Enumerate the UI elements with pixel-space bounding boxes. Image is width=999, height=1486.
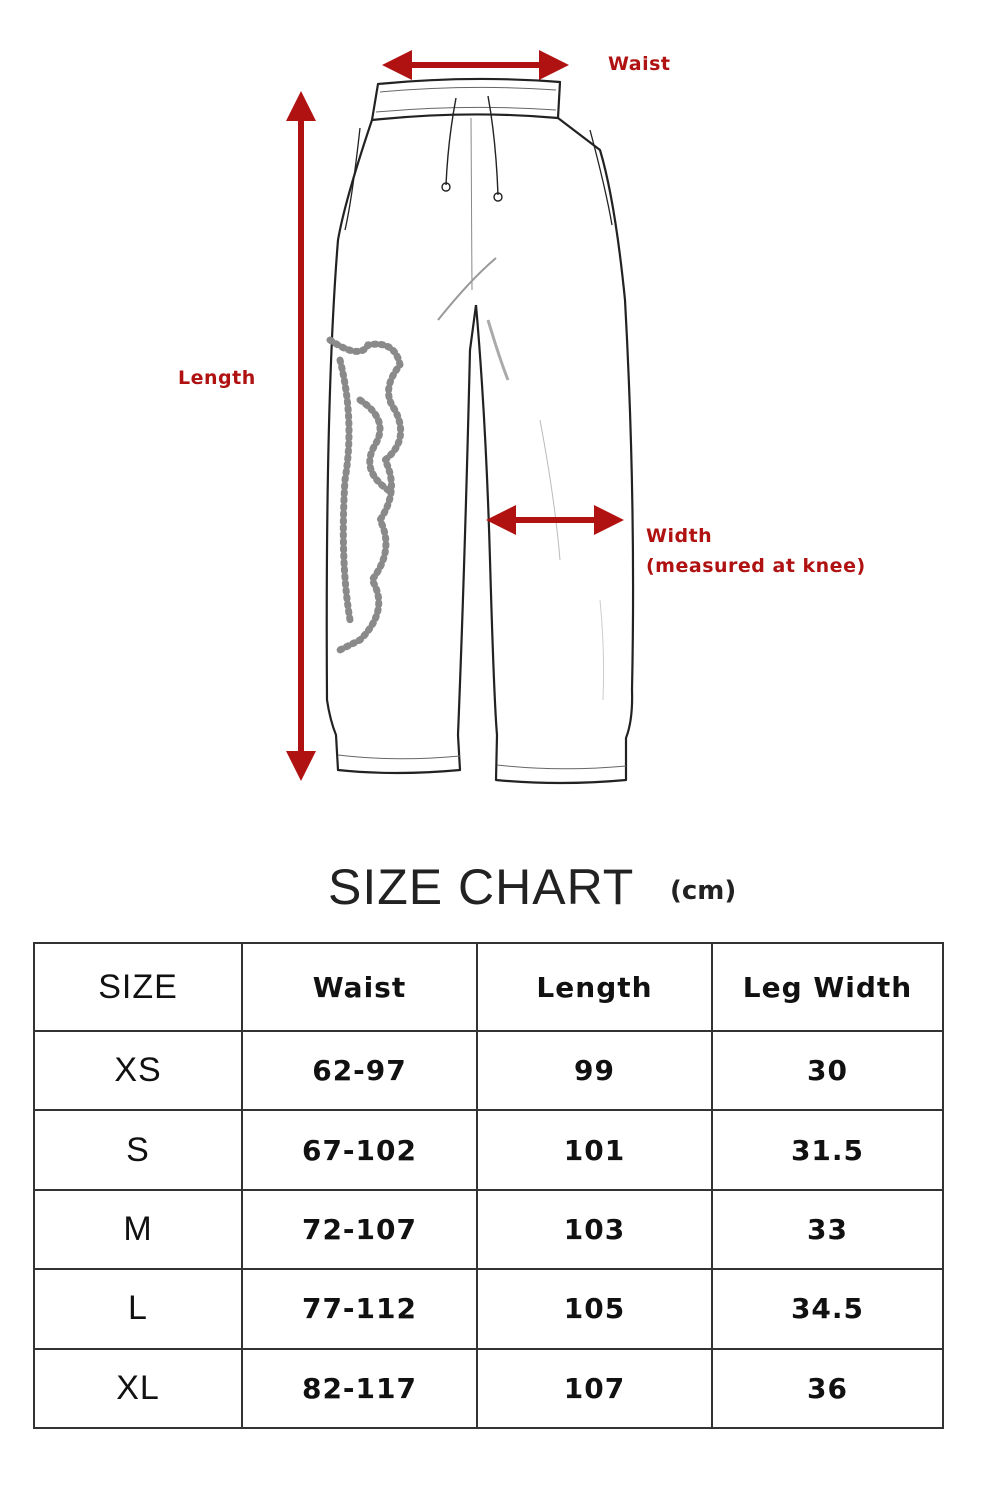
header-leg-width: Leg Width	[712, 943, 943, 1031]
length-cell: 101	[477, 1110, 712, 1189]
waist-cell: 77-112	[242, 1269, 477, 1348]
table-row	[34, 1190, 943, 1269]
leg-width-cell: 34.5	[712, 1269, 943, 1348]
size-cell: XL	[34, 1349, 242, 1428]
length-cell: 99	[477, 1031, 712, 1110]
table-row	[34, 1031, 943, 1110]
leg-width-cell: 33	[712, 1190, 943, 1269]
size-table	[33, 942, 944, 1429]
table-row	[34, 1110, 943, 1189]
title-main: SIZE CHART	[328, 859, 635, 915]
waist-cell: 62-97	[242, 1031, 477, 1110]
size-cell: M	[34, 1190, 242, 1269]
table-row	[34, 1269, 943, 1348]
pants-outline	[327, 79, 633, 783]
waist-cell: 72-107	[242, 1190, 477, 1269]
rhinestone-lettering	[330, 340, 401, 650]
size-cell: L	[34, 1269, 242, 1348]
size-chart-title	[0, 858, 999, 928]
leg-width-cell: 30	[712, 1031, 943, 1110]
title-unit: (cm)	[670, 876, 737, 906]
header-length: Length	[477, 943, 712, 1031]
length-cell: 107	[477, 1349, 712, 1428]
length-cell: 105	[477, 1269, 712, 1348]
waist-cell: 67-102	[242, 1110, 477, 1189]
size-cell: S	[34, 1110, 242, 1189]
length-cell: 103	[477, 1190, 712, 1269]
width-label: Width	[646, 525, 713, 547]
width-note-label: (measured at knee)	[646, 555, 866, 577]
leg-width-cell: 31.5	[712, 1110, 943, 1189]
table-header-row	[34, 943, 943, 1031]
waist-label: Waist	[608, 53, 671, 75]
header-waist: Waist	[242, 943, 477, 1031]
leg-width-cell: 36	[712, 1349, 943, 1428]
waist-cell: 82-117	[242, 1349, 477, 1428]
length-label: Length	[178, 367, 256, 389]
size-cell: XS	[34, 1031, 242, 1110]
header-size: SIZE	[34, 943, 242, 1031]
table-row	[34, 1349, 943, 1428]
